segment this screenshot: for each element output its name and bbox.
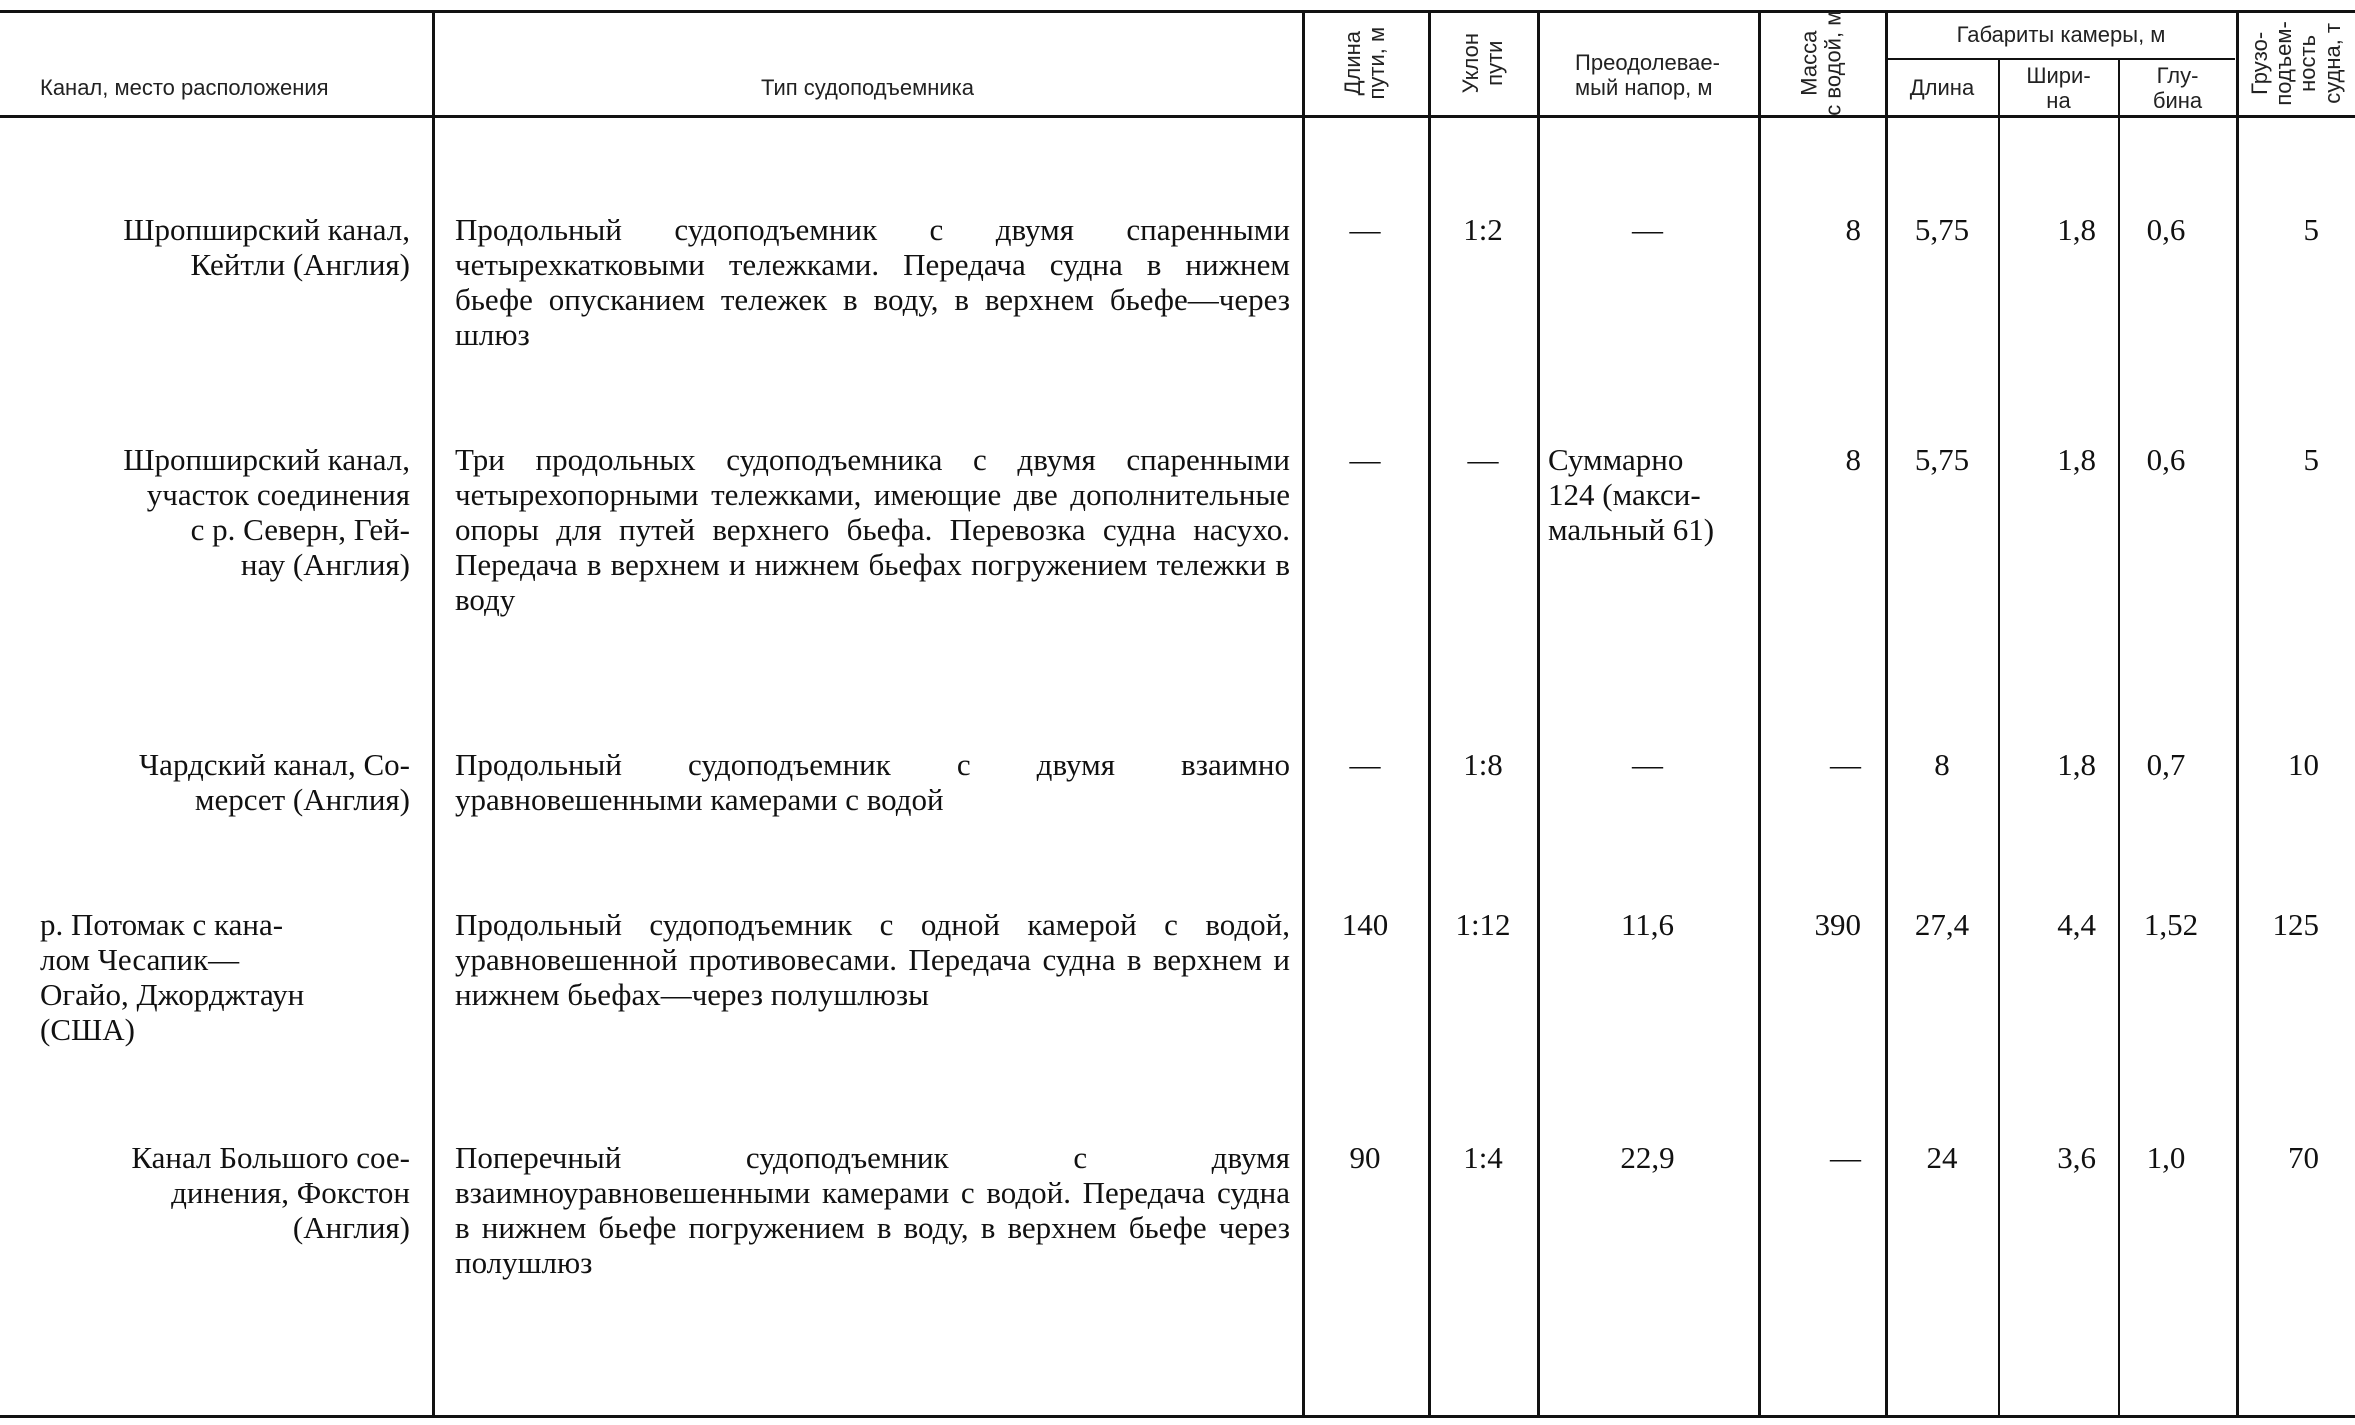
row4-location: р. Потомак с кана- лом Чесапик— Огайо, Джорджтаун (США): [40, 907, 305, 1047]
row3-mass: —: [1830, 747, 1861, 782]
row1-type: Продольный судоподъемник с двумя спаренными четырехкатковыми тележками. Передача судна в нижнем бьефе опусканием тележек в воду, в верхнем бьефе—через шлюз: [455, 212, 1290, 352]
row3-type: Продольный судоподъемник с двумя взаимно уравновешенными камерами с водой: [455, 747, 1290, 817]
row5-dim-length: 24: [1926, 1140, 1958, 1175]
row5-head: 22,9: [1620, 1140, 1675, 1175]
row2-type: Три продольных судоподъемника с двумя спаренными четырехопорными тележками, имеющие две дополнительные опоры для путей верхнего бьефа. Перевозка судна насухо. Передача в верхнем и нижнем бьефах погружением тележки в воду: [455, 442, 1290, 617]
header-dim-depth: Глу- бина: [2152, 62, 2203, 113]
row4-dim-width: 4,4: [2057, 907, 2096, 942]
header-capacity: Грузо- подъем- ность судна, т: [2246, 20, 2345, 106]
row1-dim-depth: 0,6: [2146, 212, 2186, 247]
row1-dim-length: 5,75: [1914, 212, 1970, 247]
header-dim-width: Шири- на: [2026, 62, 2091, 113]
row3-head: —: [1632, 747, 1663, 782]
row2-capacity: 5: [2303, 442, 2319, 477]
row5-capacity: 70: [2288, 1140, 2319, 1175]
header-mass: Масса с водой, м: [1796, 10, 1846, 116]
header-dim-length: Длина: [1909, 75, 1975, 101]
header-type: Тип судоподъемника: [760, 75, 975, 101]
row2-location: Шропширский канал, участок соединения с р. Северн, Гей- нау (Англия): [123, 442, 410, 582]
table-top-rule: [0, 10, 2355, 13]
row2-dim-depth: 0,6: [2146, 442, 2186, 477]
row3-dim-length: 8: [1934, 747, 1950, 782]
row1-slope: 1:2: [1463, 212, 1503, 247]
header-length: Длина пути, м: [1339, 26, 1389, 100]
col-divider-7: [1998, 58, 2000, 1415]
row3-length: —: [1349, 747, 1381, 782]
row1-length: —: [1349, 212, 1381, 247]
row4-capacity: 125: [2272, 907, 2319, 942]
row3-location: Чардский канал, Со- мерсет (Англия): [139, 747, 410, 817]
row2-mass: 8: [1845, 442, 1861, 477]
header-head: Преодолевае- мый напор, м: [1575, 49, 1720, 100]
row4-slope: 1:12: [1455, 907, 1511, 942]
row4-dim-depth: 1,52: [2143, 907, 2199, 942]
row2-length: —: [1349, 442, 1381, 477]
row2-head: Суммарно 124 (макси- мальный 61): [1548, 442, 1715, 547]
dims-group-rule: [1885, 58, 2235, 60]
row5-location: Канал Большого сое- динения, Фокстон (Англия): [131, 1140, 410, 1245]
row1-dim-width: 1,8: [2057, 212, 2096, 247]
header-location: Канал, место расположения: [40, 75, 329, 101]
row5-slope: 1:4: [1463, 1140, 1503, 1175]
row3-dim-depth: 0,7: [2146, 747, 2186, 782]
row2-slope: —: [1467, 442, 1499, 477]
row4-length: 140: [1341, 907, 1389, 942]
row5-type: Поперечный судоподъемник с двумя взаимноуравновешенными камерами с водой. Передача судна в нижнем бьефе погружением в воду, в верхнем бьефе через полушлюз: [455, 1140, 1290, 1280]
row4-head: 11,6: [1620, 907, 1675, 942]
row3-slope: 1:8: [1463, 747, 1503, 782]
row4-mass: 390: [1814, 907, 1861, 942]
row5-length: 90: [1349, 1140, 1381, 1175]
header-bottom-rule: [0, 115, 2355, 118]
header-dims-group: Габариты камеры, м: [1956, 22, 2166, 48]
header-slope: Уклон пути: [1457, 32, 1507, 94]
row1-location: Шропширский канал, Кейтли (Англия): [123, 212, 410, 282]
row1-head: —: [1632, 212, 1663, 247]
row5-mass: —: [1830, 1140, 1861, 1175]
row4-dim-length: 27,4: [1914, 907, 1970, 942]
row5-dim-width: 3,6: [2057, 1140, 2096, 1175]
row1-capacity: 5: [2303, 212, 2319, 247]
row5-dim-depth: 1,0: [2146, 1140, 2186, 1175]
row3-dim-width: 1,8: [2057, 747, 2096, 782]
table-bottom-rule: [0, 1415, 2355, 1418]
col-divider-1: [432, 10, 435, 1415]
row2-dim-length: 5,75: [1914, 442, 1970, 477]
row1-mass: 8: [1845, 212, 1861, 247]
col-divider-8: [2118, 58, 2120, 1415]
row2-dim-width: 1,8: [2057, 442, 2096, 477]
row3-capacity: 10: [2288, 747, 2319, 782]
row4-type: Продольный судоподъемник с одной камерой с водой, уравновешенной противовесами. Передача судна в верхнем и нижнем бьефах—через полушлюзы: [455, 907, 1290, 1012]
